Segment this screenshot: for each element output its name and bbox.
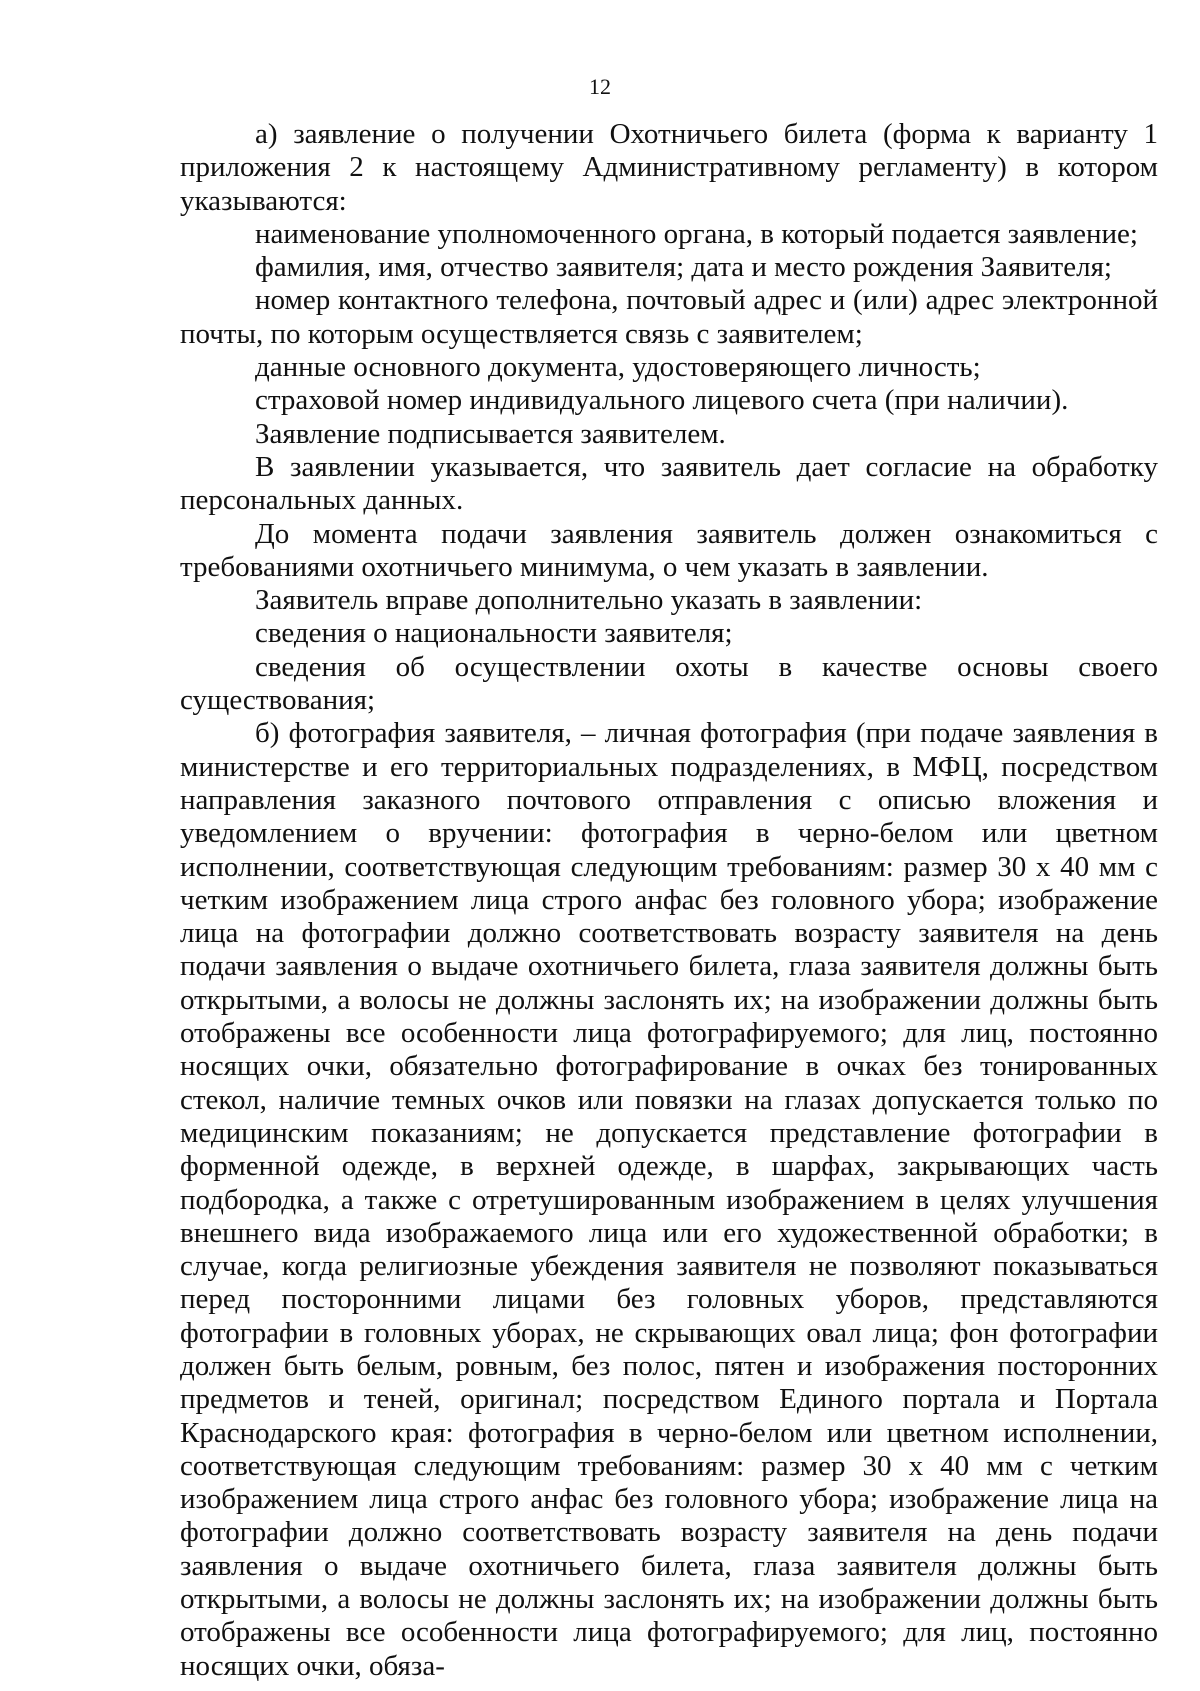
paragraph-authority-name: наименование уполномоченного органа, в который подается заявление; xyxy=(255,217,1138,250)
paragraph-applicant-name-birth: фамилия, имя, отчество заявителя; дата и место рождения Заявителя; xyxy=(255,251,1112,284)
paragraph-application-item-a: а) заявление о получении Охотничьего билета (форма к варианту 1 приложения 2 к настоящему Административному регламенту) в котором указываются: xyxy=(180,118,1158,217)
paragraph-hunting-livelihood: сведения об осуществлении охоты в качестве основы своего существования; xyxy=(180,650,1158,717)
paragraph-insurance-number: страховой номер индивидуального лицевого счета (при наличии). xyxy=(255,384,1069,417)
paragraph-optional-info: Заявитель вправе дополнительно указать в заявлении: xyxy=(255,584,923,617)
paragraph-personal-data-consent: В заявлении указывается, что заявитель дает согласие на обработку персональных данных. xyxy=(180,450,1158,517)
paragraph-nationality: сведения о национальности заявителя; xyxy=(255,617,733,650)
paragraph-hunting-minimum: До момента подачи заявления заявитель должен ознакомиться с требованиями охотничьего минимума, о чем указать в заявлении. xyxy=(180,517,1158,583)
paragraph-photo-item-b: б) фотография заявителя, – личная фотография (при подаче заявления в министерстве и его территориальных подразделениях, в МФЦ, посредством направления заказного почтового отправления с описью вложения и уведомлением о вручении: фотография в черно-белом или цветном исполнении, соответствующая следующим требованиям: размер 30 х 40 мм с четким изображением лица строго анфас без головного убора; изображение лица на фотографии должно соответствовать возрасту заявителя на день подачи заявления о выдаче охотничьего билета, глаза заявителя должны быть открытыми, а волосы не должны заслонять их; на изображении должны быть отображены все особенности лица фотографируемого; для лиц, постоянно носящих очки, обязательно фотографирование в очках без тонированных стекол, наличие темных очков или повязки на глазах допускается только по медицинским показаниям; не допускается представление фотографии в форменной одежде, в верхней одежде, в шарфах, закрывающих часть подбородка, а также с отретушированным изображением в целях улучшения внешнего вида изображаемого лица или его художественной обработки; в случае, когда религиозные убеждения заявителя не позволяют показываться перед посторонними лицами без головных уборов, представляются фотографии в головных уборах, не скрывающих овал лица; фон фотографии должен быть белым, ровным, без полос, пятен и изображения посторонних предметов и теней, оригинал; посредством Единого портала и Портала Краснодарского края: фотография в черно-белом или цветном исполнении, соответствующая следующим требованиям: размер 30 х 40 мм с четким изображением лица строго анфас без головного убора; изображение лица на фотографии должно соответствовать возрасту заявителя на день подачи заявления о выдаче охотничьего билета, глаза заявителя должны быть открытыми, а волосы не должны заслонять их; на изображении должны быть отображены все особенности лица фотографируемого; для лиц, постоянно носящих очки, обяза- xyxy=(180,717,1158,1682)
paragraph-contact-info: номер контактного телефона, почтовый адрес и (или) адрес электронной почты, по которым осуществляется связь с заявителем; xyxy=(180,284,1158,350)
paragraph-signature: Заявление подписывается заявителем. xyxy=(255,417,726,450)
paragraph-identity-document: данные основного документа, удостоверяющего личность; xyxy=(255,351,981,384)
page-number: 12 xyxy=(589,74,611,99)
document-body xyxy=(180,118,1158,1683)
